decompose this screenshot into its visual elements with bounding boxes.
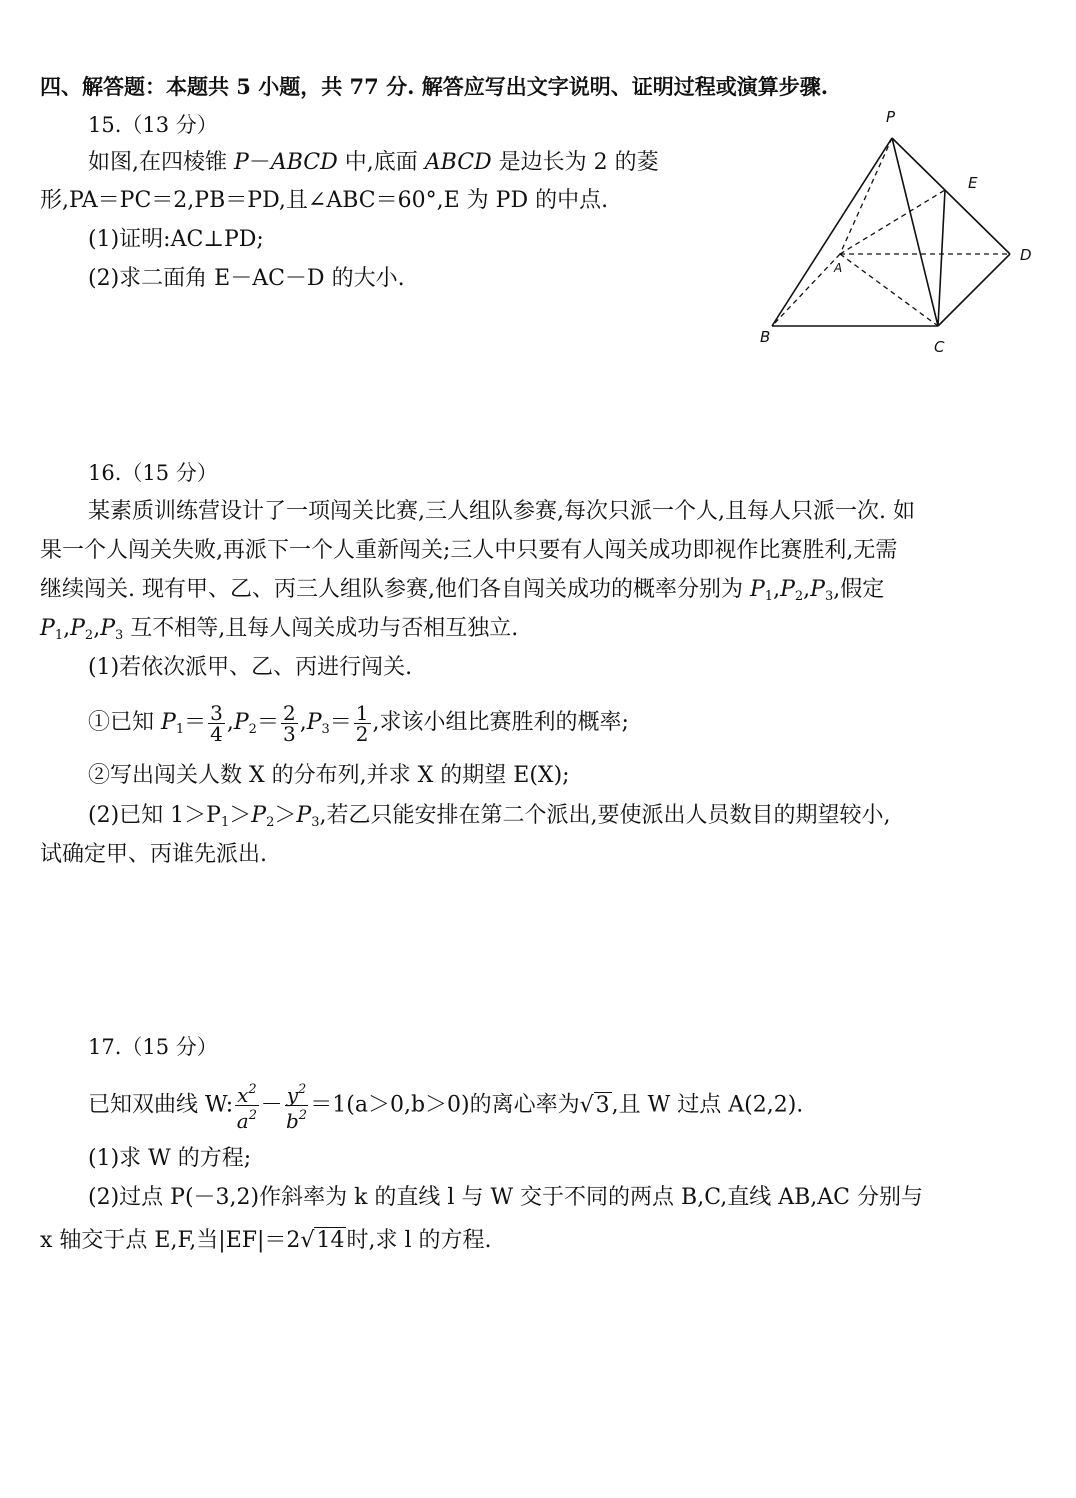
q17-text: ＝1(a＞0,b＞0)的离心率为	[310, 1092, 580, 1118]
edge-AB	[772, 254, 843, 326]
fraction-x2-a2: $\frac{x^2}{a^2}$	[236, 1082, 257, 1133]
q16-text: ,求该小组比赛胜利的概率;	[372, 710, 629, 735]
q15-text: 是边长为 2 的菱	[491, 150, 659, 175]
edge-CE	[938, 190, 945, 326]
q15-part1: (1)证明:AC⊥PD;	[88, 227, 264, 252]
q17-part2-line1: (2)过点 P(－3,2)作斜率为 k 的直线 l 与 W 交于不同的两点 B,C,直线 AB,AC 分别与	[88, 1185, 924, 1210]
edge-PD	[892, 138, 1010, 254]
q15-stem-line1	[88, 148, 659, 178]
label-P: P	[886, 108, 896, 126]
q16-part1: (1)若依次派甲、乙、丙进行闯关.	[88, 655, 413, 680]
q16-part2-line2: 试确定甲、丙谁先派出.	[40, 842, 267, 867]
sqrt-3: √3	[579, 1092, 610, 1118]
pyramid-figure	[740, 100, 1050, 365]
q16-para-line3: 继续闯关. 现有甲、乙、丙三人组队参赛,他们各自闯关成功的概率分别为 $P_1,P_2,P_3$,假定	[40, 577, 885, 604]
fraction-p3: $\frac{1}{2}$	[355, 700, 369, 746]
q16-text: 互不相等,且每人闯关成功与否相互独立.	[123, 616, 519, 641]
q15-part2: (2)求二面角 E－AC－D 的大小.	[88, 266, 405, 291]
q17-text: 时,求 l 的方程.	[346, 1228, 492, 1253]
q15-text: 如图,在四棱锥	[88, 150, 234, 175]
q15-stem-line2: 形,PA＝PC＝2,PB＝PD,且∠ABC＝60°,E 为 PD 的中点.	[40, 188, 609, 213]
edge-AE	[840, 190, 945, 254]
q15-var: ABCD	[270, 150, 338, 175]
q16-para-line2: 果一个人闯关失败,再派下一个人重新闯关;三人中只要有人闯关成功即视作比赛胜利,无需	[40, 538, 898, 563]
q16-text: 继续闯关. 现有甲、乙、丙三人组队参赛,他们各自闯关成功的概率分别为	[40, 577, 750, 602]
edge-CD	[938, 254, 1010, 326]
label-A: A	[834, 261, 843, 275]
label-B: B	[760, 328, 771, 346]
fraction-p1: $\frac{3}{4}$	[210, 700, 223, 746]
q15-number: 15.（13 分）	[88, 113, 218, 137]
edge-PB	[772, 138, 892, 326]
edge-PA	[840, 138, 892, 254]
q17-number: 17.（15 分）	[88, 1035, 218, 1059]
q16-para-line4: $P_1,P_2,P_3$ 互不相等,且每人闯关成功与否相互独立.	[40, 616, 519, 643]
q16-para-line1: 某素质训练营设计了一项闯关比赛,三人组队参赛,每次只派一个人,且每人只派一次. 如	[88, 499, 915, 524]
q17-text: 已知双曲线 W:	[88, 1092, 234, 1118]
q16-text: (2)已知 1＞P	[88, 803, 221, 828]
q16-text: ,若乙只能安排在第二个派出,要使派出人员数目的期望较小,	[319, 803, 891, 828]
fraction-y2-b2: $\frac{y^2}{b^2}$	[285, 1082, 308, 1133]
q17-text: ,且 W 过点 A(2,2).	[611, 1092, 804, 1118]
q15-text: 中,底面	[337, 150, 425, 175]
q16-text: ①已知	[88, 710, 161, 735]
fraction-p2: $\frac{2}{3}$	[282, 700, 296, 746]
q17-stem: 已知双曲线 W: $\frac{x^2}{a^2}$ － $\frac{y^2}{b^2}$ ＝1(a＞0,b＞0)的离心率为√3,且 W 过点 A(2,2).	[88, 1082, 804, 1133]
section-title: 四、解答题：本题共 5 小题，共 77 分. 解答应写出文字说明、证明过程或演算步骤.	[40, 74, 829, 99]
q17-part2-line2	[40, 1226, 491, 1256]
q16-text: ,假定	[833, 577, 885, 602]
q16-sub1: ①已知 $P_1=$ $\frac{3}{4}$ $,P_2=$ $\frac{2}{3}$ $,P_3=$ $\frac{1}{2}$ ,求该小组比赛胜利的概率;	[88, 700, 629, 746]
q16-number: 16.（15 分）	[88, 461, 218, 485]
q17-part1: (1)求 W 的方程;	[88, 1146, 252, 1171]
label-C: C	[934, 338, 945, 356]
q15-var: P	[234, 150, 249, 175]
label-E: E	[968, 174, 978, 192]
label-D: D	[1020, 246, 1032, 264]
q16-part2-line1: (2)已知 $1>P_1>P_2>P_3$,若乙只能安排在第二个派出,要使派出人员数目的期望较小,	[88, 803, 891, 830]
q15-text: －	[248, 150, 271, 175]
q17-text: x 轴交于点 E,F,当|EF|＝2	[40, 1228, 301, 1253]
sqrt-14: √14	[300, 1228, 345, 1253]
q15-var: ABCD	[424, 150, 492, 175]
q16-sub2: ②写出闯关人数 X 的分布列,并求 X 的期望 E(X);	[88, 763, 570, 788]
